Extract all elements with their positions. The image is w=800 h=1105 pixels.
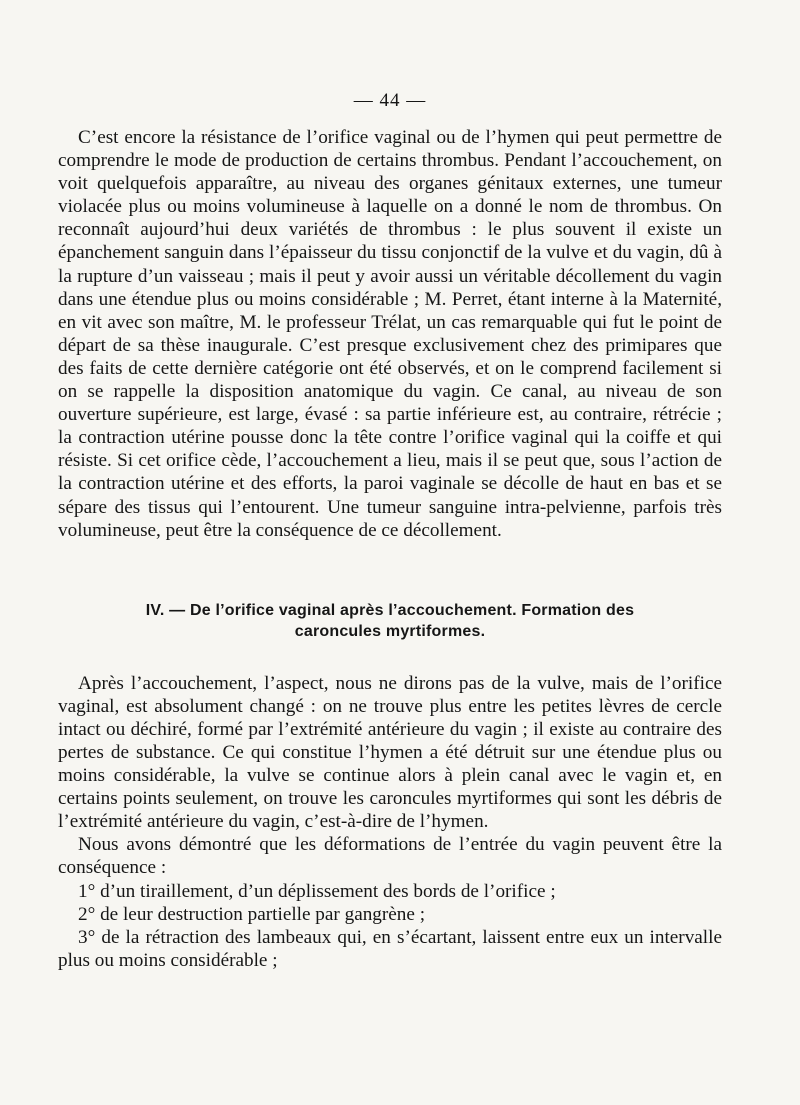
page-number: — 44 — (353, 90, 427, 111)
paragraph-thrombus: C’est encore la résistance de l’orifice vaginal ou de l’hymen qui peut permettre de comprendre le mode de production de certains thrombus. Pendant l’accouchement, on voit quelquefois apparaître, au niveau des organes génitaux externes, une tumeur violacée plus ou moins volumineuse à laquelle on a donné le nom de thrombus. On reconnaît aujourd’hui deux variétés de thrombus : le plus souvent il existe un épanchement sanguin dans l’épaisseur du tissu conjonctif de la vulve et du vagin, dû à la rupture d’un vaisseau ; mais il peut y avoir aussi un véritable décollement du vagin dans une étendue plus ou moins considérable ; M. Perret, étant interne à la Maternité, en vit avec son maître, M. le professeur Trélat, un cas remarquable qui fut le point de départ de sa thèse inaugurale. C’est presque exclusivement chez des primipares que des faits de cette dernière catégorie ont été observés, et on le comprend facilement si on se rappelle la disposition anatomique du vagin. Ce canal, au niveau de son ouverture supérieure, est large, évasé : sa partie inférieure est, au contraire, rétrécie ; la contraction utérine pousse donc la tête contre l’orifice vaginal qui la coiffe et qui résiste. Si cet orifice cède, l’accouchement a lieu, mais il se peut que, sous l’action de la contraction utérine et des efforts, la paroi vaginale se décolle de haut en bas et se sépare des tissus qui l’entourent. Une tumeur sanguine intra-pelvienne, parfois très volumineuse, peut être la conséquence de ce décollement. (58, 127, 722, 541)
section-heading-line-1: IV. — De l’orifice vaginal après l’accouchement. Formation des (145, 601, 635, 619)
paragraph-after-delivery: Après l’accouchement, l’aspect, nous ne dirons pas de la vulve, mais de l’orifice vaginal, est absolument changé : on ne trouve plus entre les petites lèvres de cercle intact ou déchiré, formé par l’extrémité antérieure du vagin ; il existe au contraire des pertes de substance. Ce qui constitue l’hymen a été détruit sur une étendue plus ou moins considérable, la vulve se continue alors à plein canal avec le vagin et, en certains points seulement, on trouve les caroncules myrtiformes qui sont les débris de l’extrémité antérieure du vagin, c’est-à-dire de l’hymen. (58, 672, 722, 833)
list-item-3: 3° de la rétraction des lambeaux qui, en s’écartant, laissent entre eux un intervalle plus ou moins considérable ; (58, 926, 722, 971)
section-heading (58, 600, 722, 642)
section-heading-line-2: caroncules myrtiformes. (294, 622, 486, 640)
paragraph-deformations: Nous avons démontré que les déformations de l’entrée du vagin peuvent être la conséquence : (58, 834, 722, 879)
list-item-1: 1° d’un tiraillement, d’un déplissement des bords de l’orifice ; (78, 880, 556, 902)
list-item-2: 2° de leur destruction partielle par gangrène ; (78, 903, 426, 925)
